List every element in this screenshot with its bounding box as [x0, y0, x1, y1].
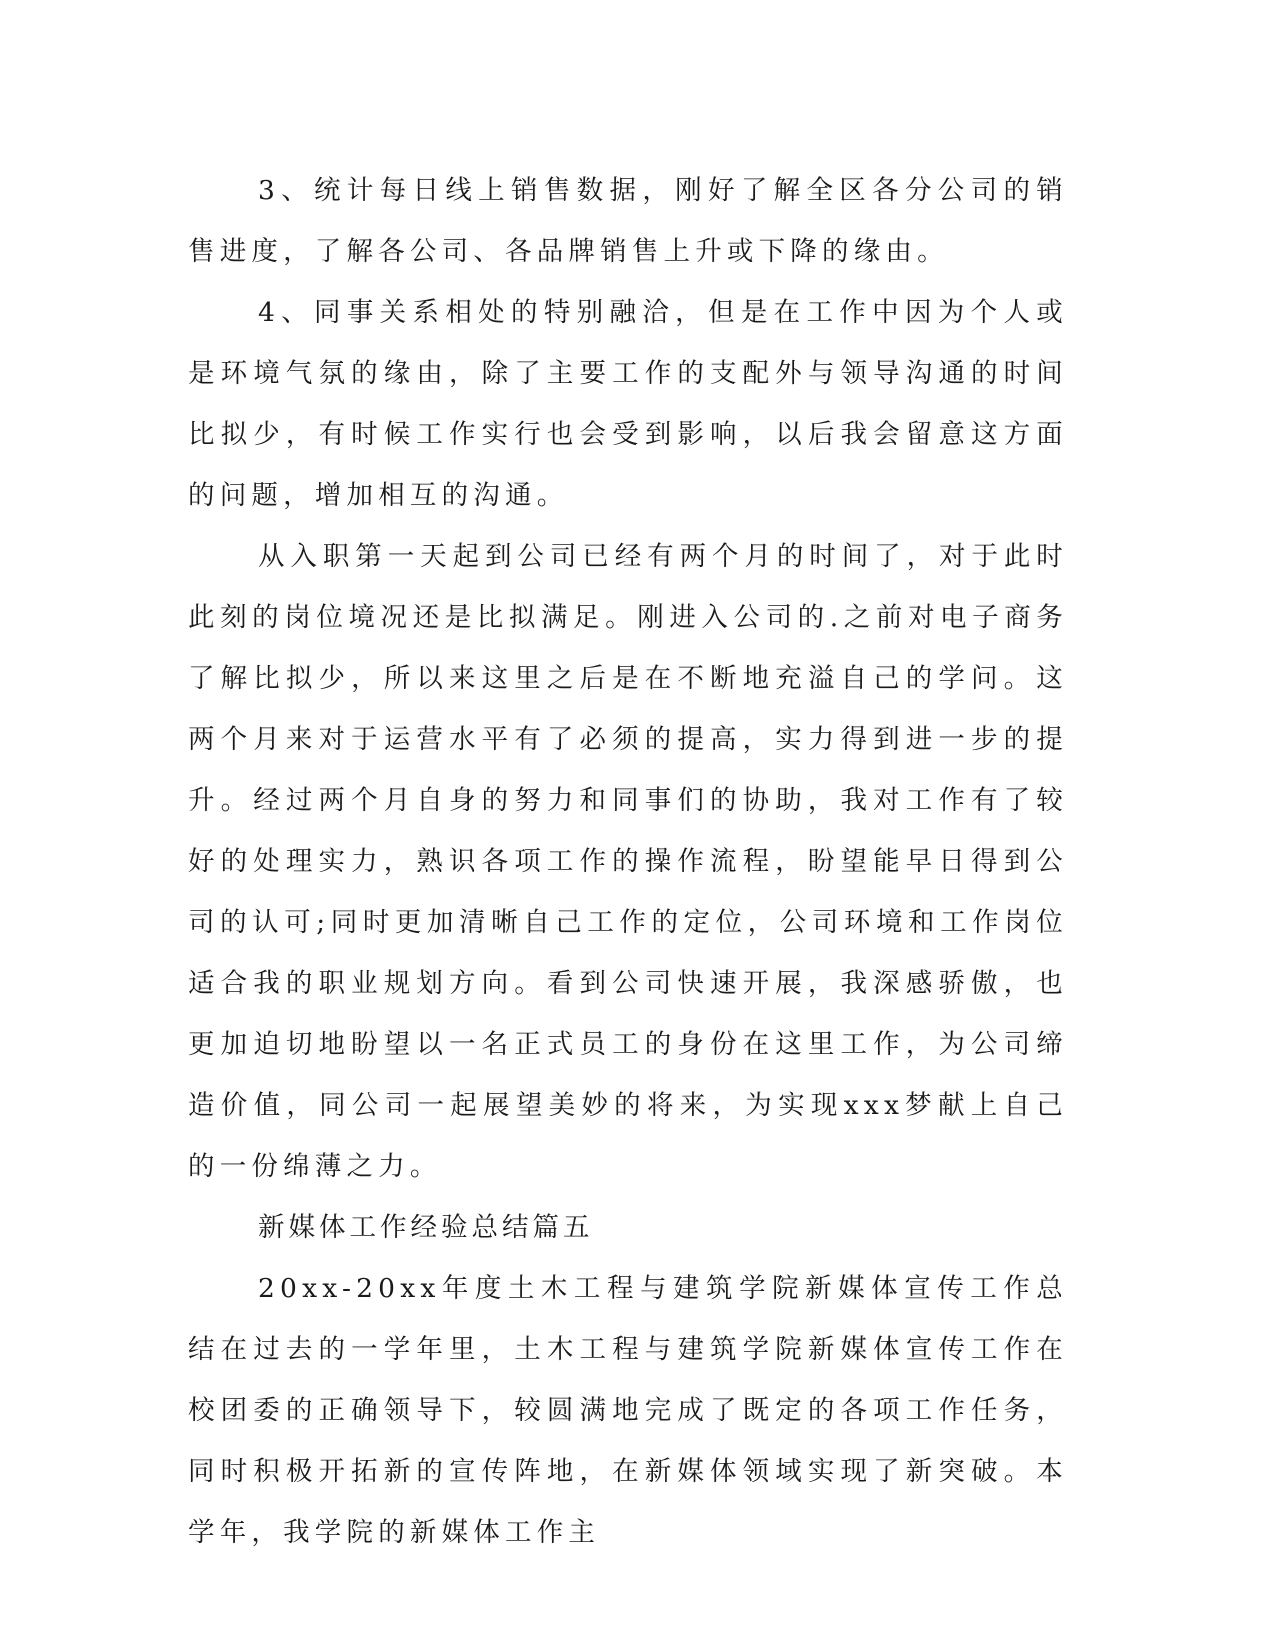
paragraph-item-3: 3、统计每日线上销售数据，刚好了解全区各分公司的销售进度，了解各公司、各品牌销售上升或下降的缘由。	[188, 175, 1068, 267]
section-heading: 新媒体工作经验总结篇五	[258, 1212, 594, 1243]
paragraph-summary: 从入职第一天起到公司已经有两个月的时间了，对于此时此刻的岗位境况还是比拟满足。刚进入公司的.之前对电子商务了解比拟少，所以来这里之后是在不断地充溢自己的学问。这两个月来对于运营水平有了必须的提高，实力得到进一步的提升。经过两个月自身的努力和同事们的协助，我对工作有了较好的处理实力，熟识各项工作的操作流程，盼望能早日得到公司的认可;同时更加清晰自己工作的定位，公司环境和工作岗位适合我的职业规划方向。看到公司快速开展，我深感骄傲，也更加迫切地盼望以一名正式员工的身份在这里工作，为公司缔造价值，同公司一起展望美妙的将来，为实现xxx梦献上自己的一份绵薄之力。	[188, 541, 1068, 1182]
document-body	[188, 160, 1068, 1563]
paragraph-item-4: 4、同事关系相处的特别融洽，但是在工作中因为个人或是环境气氛的缘由，除了主要工作的支配外与领导沟通的时间比拟少，有时候工作实行也会受到影响，以后我会留意这方面的问题，增加相互的沟通。	[188, 297, 1068, 511]
paragraph-final: 20xx-20xx年度土木工程与建筑学院新媒体宣传工作总结在过去的一学年里，土木工程与建筑学院新媒体宣传工作在校团委的正确领导下，较圆满地完成了既定的各项工作任务，同时积极开拓新的宣传阵地，在新媒体领域实现了新突破。本学年，我学院的新媒体工作主	[188, 1273, 1068, 1548]
